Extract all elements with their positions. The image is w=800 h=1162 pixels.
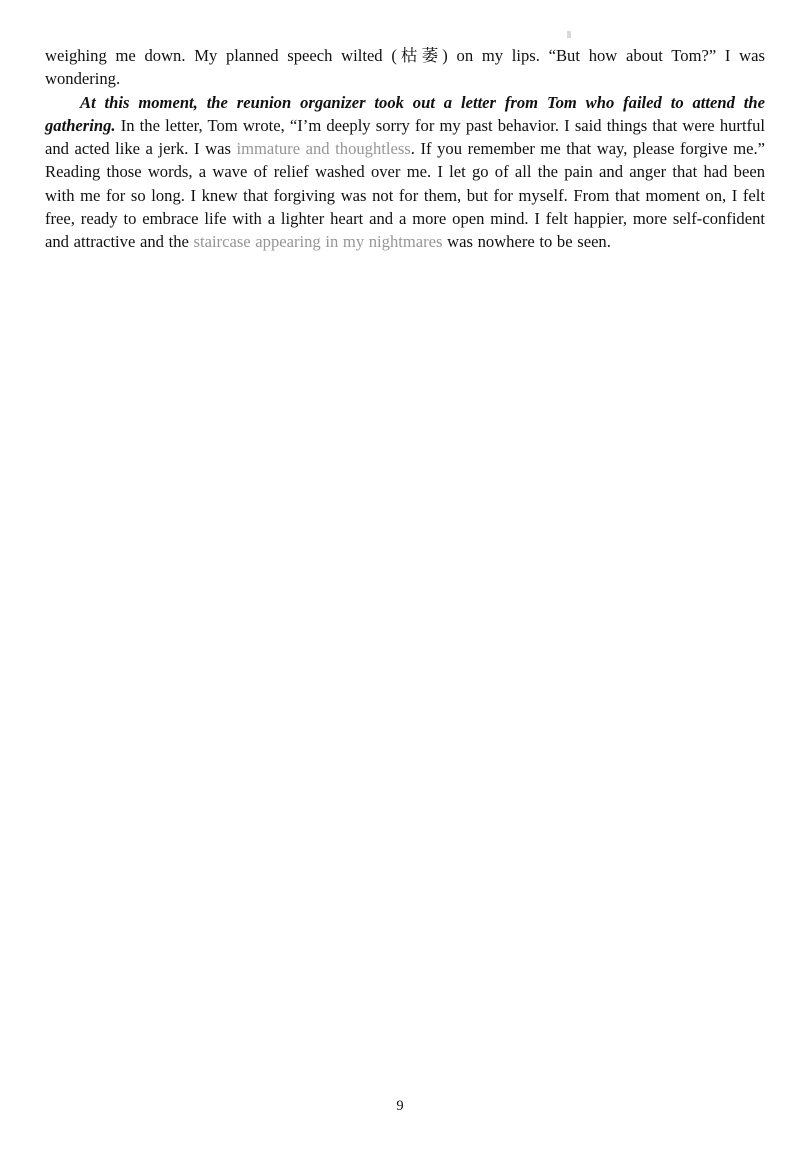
text-run-gray: staircase appearing in my nightmares <box>193 232 443 252</box>
text-run-normal: was nowhere to be seen. <box>442 232 611 252</box>
text-run-normal: weighing me down. My planned speech wilted (枯萎) on my lips. “But how about Tom?” I was wondering. <box>45 46 765 89</box>
text-run-normal: . If you remember me that way, please forgive me.” Reading those words, a wave of relief washed over me. I let go of all the pain and anger that had been with me for so long. I knew that forgiving was not for them, but for myself. From that moment on, I felt free, ready to embrace life with a lighter heart and a more open mind. I felt happier, more self-confident and attractive and the <box>45 139 765 252</box>
stray-mark <box>567 31 571 38</box>
document-body <box>45 44 765 254</box>
text-run-normal: In the letter, Tom wrote, “I’m deeply sorry for my past behavior. I said things that were hurtful and acted like a jerk. I was <box>45 115 765 159</box>
text-run-gray: immature and thoughtless <box>236 139 411 159</box>
text-paragraph <box>45 91 765 254</box>
text-run-bold-italic: At this moment, the reunion organizer took out a letter from Tom who failed to attend the gathering. <box>45 92 765 135</box>
page-number: 9 <box>396 1098 404 1114</box>
page-footer <box>0 1098 800 1115</box>
text-paragraph <box>45 44 765 91</box>
